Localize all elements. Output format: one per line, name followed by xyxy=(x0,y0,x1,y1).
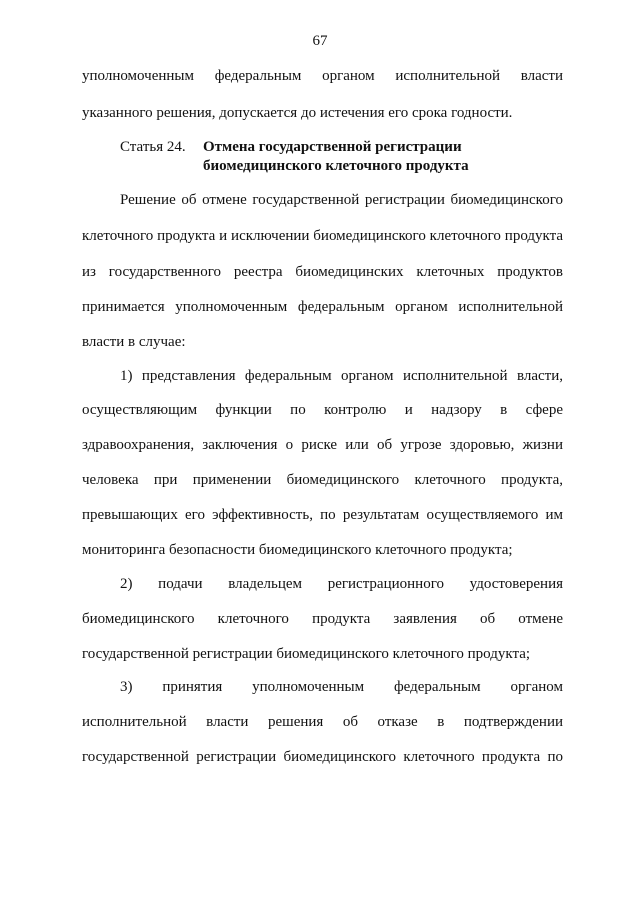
article-title xyxy=(203,138,503,176)
text-line: государственной регистрации биомедицинского клеточного продукта; xyxy=(82,646,531,662)
text-line: Решение об отмене государственной регистрации биомедицинского xyxy=(120,192,563,208)
text-line: биомедицинского клеточного продукта заявления об отмене xyxy=(82,611,563,627)
text-line: власти в случае: xyxy=(82,334,186,350)
text-line: уполномоченным федеральным органом исполнительной власти xyxy=(82,68,563,84)
text-line: указанного решения, допускается до истечения его срока годности. xyxy=(82,105,513,121)
article-title-line: Отмена государственной регистрации xyxy=(203,139,462,155)
text-line: превышающих его эффективность, по результатам осуществляемого им xyxy=(82,507,563,523)
text-line: клеточного продукта и исключении биомедицинского клеточного продукта xyxy=(82,228,563,244)
text-line: из государственного реестра биомедицинских клеточных продуктов xyxy=(82,264,563,280)
text-line: здравоохранения, заключения о риске или об угрозе здоровью, жизни xyxy=(82,437,563,453)
article-title-line: биомедицинского клеточного продукта xyxy=(203,158,469,174)
text-line: осуществляющим функции по контролю и надзору в сфере xyxy=(82,402,563,418)
text-line: 3) принятия уполномоченным федеральным органом xyxy=(120,679,563,695)
text-line: мониторинга безопасности биомедицинского клеточного продукта; xyxy=(82,542,513,558)
text-line: принимается уполномоченным федеральным органом исполнительной xyxy=(82,299,563,315)
text-line: государственной регистрации биомедицинского клеточного продукта по xyxy=(82,749,563,765)
text-line: 1) представления федеральным органом исполнительной власти, xyxy=(120,368,563,384)
text-line: человека при применении биомедицинского клеточного продукта, xyxy=(82,472,563,488)
article-label: Статья 24. xyxy=(120,139,186,155)
text-line: 2) подачи владельцем регистрационного удостоверения xyxy=(120,576,563,592)
page-number: 67 xyxy=(312,33,328,49)
text-line: исполнительной власти решения об отказе в подтверждении xyxy=(82,714,563,730)
